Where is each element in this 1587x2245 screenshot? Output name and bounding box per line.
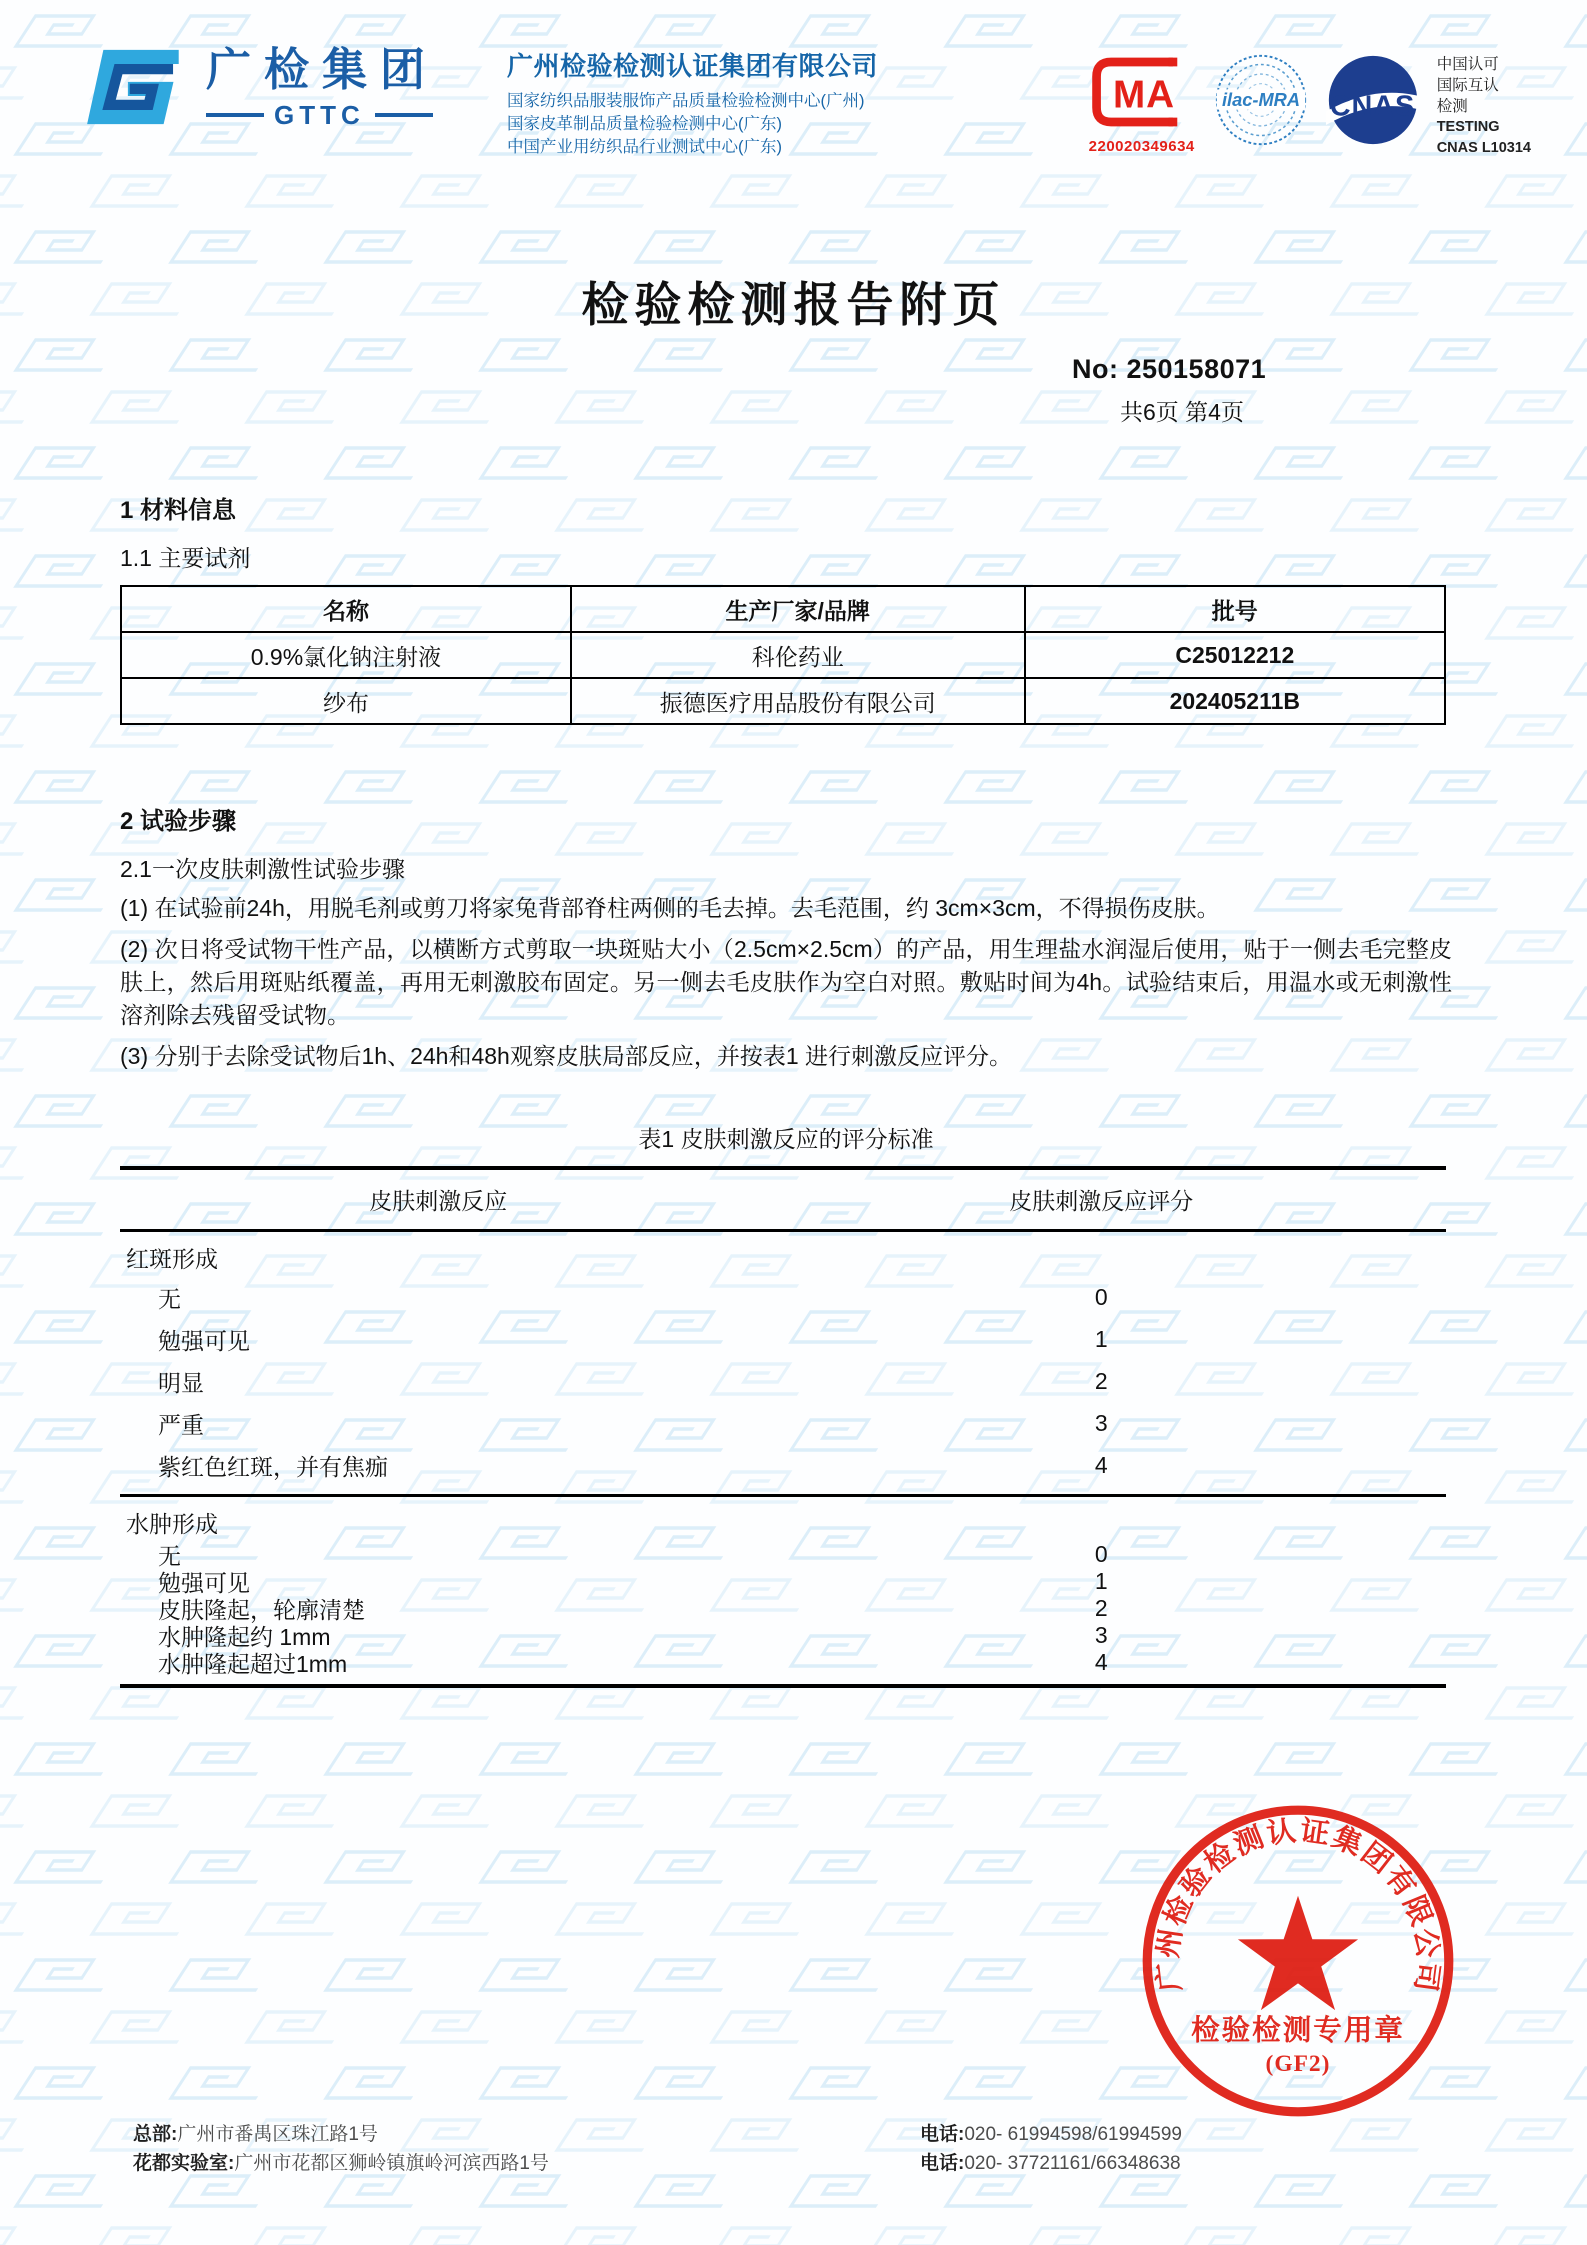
brand-acronym-row bbox=[206, 100, 438, 131]
ilac-mra-letters: ilac-MRA bbox=[1221, 88, 1300, 110]
section1-subheading: 1.1 主要试剂 bbox=[120, 545, 251, 571]
section2-heading: 2 试验步骤 bbox=[120, 808, 237, 835]
cma-letters: MA bbox=[1112, 73, 1175, 117]
reaction-score: 4 bbox=[1094, 1649, 1108, 1675]
company-name: 广州检验检测认证集团有限公司 bbox=[507, 51, 879, 81]
company-block bbox=[507, 42, 987, 159]
table-row bbox=[120, 1318, 1446, 1360]
materials-header-batch: 批号 bbox=[1025, 586, 1445, 632]
acc-line-3: 检测 bbox=[1436, 98, 1468, 115]
scoring-table bbox=[120, 1166, 1446, 1688]
reaction-score: 1 bbox=[1094, 1568, 1108, 1594]
footer-phone-label-lab: 电话: bbox=[920, 2153, 965, 2174]
seal-purpose-text: 检验检测专用章 bbox=[1191, 2015, 1405, 2047]
material-batch: C25012212 bbox=[1025, 632, 1445, 678]
acc-line-2: 国际互认 bbox=[1436, 77, 1499, 94]
footer-value-hq: 广州市番禺区珠江路1号 bbox=[177, 2124, 378, 2145]
seal-star bbox=[1238, 1896, 1358, 2010]
reaction-score: 3 bbox=[1094, 1622, 1108, 1648]
company-subtitle-3: 中国产业用纺织品行业测试中心(广东) bbox=[507, 138, 782, 156]
report-number: No: 250158071 bbox=[1072, 354, 1267, 384]
brand-name: 广检集团 bbox=[206, 43, 439, 95]
table-row bbox=[121, 678, 1445, 724]
footer-address-lab bbox=[133, 2153, 920, 2175]
report-body bbox=[120, 490, 1452, 1688]
footer-label-lab: 花都实验室: bbox=[133, 2153, 235, 2174]
acc-testing-label: TESTING bbox=[1436, 119, 1500, 135]
table-row bbox=[120, 1568, 1446, 1595]
reaction-label: 水肿隆起约 1mm bbox=[158, 1624, 331, 1650]
footer-address-hq bbox=[133, 2124, 920, 2146]
material-batch: 202405211B bbox=[1025, 678, 1445, 724]
page-title: 检验检测报告附页 bbox=[581, 280, 1006, 332]
table-row bbox=[121, 632, 1445, 678]
company-seal bbox=[1135, 1798, 1461, 2124]
reaction-score: 4 bbox=[1094, 1451, 1108, 1478]
table-row bbox=[120, 1276, 1446, 1318]
reaction-label: 无 bbox=[158, 1543, 181, 1569]
reaction-label: 皮肤隆起，轮廓清楚 bbox=[158, 1597, 365, 1623]
scoring-col1-header: 皮肤刺激反应 bbox=[369, 1188, 508, 1214]
table-row bbox=[120, 1595, 1446, 1622]
ilac-mra-icon bbox=[1213, 52, 1309, 148]
dash-right bbox=[375, 113, 433, 117]
reaction-score: 2 bbox=[1094, 1367, 1108, 1394]
table-row bbox=[120, 1622, 1446, 1649]
gttc-logo-icon bbox=[62, 42, 190, 132]
reaction-score: 1 bbox=[1094, 1325, 1108, 1352]
material-manufacturer: 科伦药业 bbox=[571, 632, 1025, 678]
section1-heading: 1 材料信息 bbox=[120, 497, 237, 524]
footer-phone-lab bbox=[920, 2153, 1527, 2175]
material-name: 纱布 bbox=[121, 678, 571, 724]
reaction-label: 明显 bbox=[158, 1369, 204, 1396]
acc-line-1: 中国认可 bbox=[1436, 56, 1499, 73]
gttc-logo-text bbox=[206, 44, 438, 131]
footer-phone-value-hq: 020- 61994598/61994599 bbox=[964, 2124, 1182, 2145]
reaction-score: 0 bbox=[1094, 1283, 1108, 1310]
footer-phone-hq bbox=[920, 2124, 1527, 2146]
section2-subheading: 2.1一次皮肤刺激性试验步骤 bbox=[120, 856, 405, 882]
section-header: 水肿形成 bbox=[126, 1511, 218, 1537]
section-header: 红斑形成 bbox=[126, 1246, 218, 1272]
step-1: (1) 在试验前24h，用脱毛剂或剪刀将家兔背部脊柱两侧的毛去掉。去毛范围，约 3cm×3cm，不得损伤皮肤。 bbox=[120, 895, 1220, 921]
company-subtitle-2: 国家皮革制品质量检验检测中心(广东) bbox=[507, 115, 782, 133]
table-row bbox=[120, 1444, 1446, 1486]
table-row bbox=[120, 1402, 1446, 1444]
step-3: (3) 分别于去除受试物后1h、24h和48h观察皮肤局部反应，并按表1 进行刺激反应评分。 bbox=[120, 1043, 1013, 1069]
materials-header-row bbox=[121, 586, 1445, 632]
company-subtitle-1: 国家纺织品服装服饰产品质量检验检测中心(广州) bbox=[507, 92, 865, 110]
table1-caption: 表1 皮肤刺激反应的评分标准 bbox=[638, 1126, 934, 1152]
seal-ring-text: 广州检验检测认证集团有限公司 bbox=[1153, 1815, 1444, 1995]
gttc-logo-block bbox=[62, 42, 507, 132]
cma-mark-icon bbox=[1084, 52, 1200, 132]
cnas-icon bbox=[1322, 52, 1424, 148]
report-footer bbox=[133, 2124, 1527, 2175]
material-name: 0.9%氯化钠注射液 bbox=[121, 632, 571, 678]
reaction-label: 水肿隆起超过1mm bbox=[158, 1651, 348, 1677]
reaction-label: 勉强可见 bbox=[158, 1570, 250, 1596]
brand-acronym: GTTC bbox=[274, 99, 365, 130]
accreditation-text bbox=[1437, 52, 1531, 159]
reaction-label: 紫红色红斑，并有焦痂 bbox=[158, 1453, 388, 1480]
pagination: 共6页 第4页 bbox=[1120, 399, 1244, 425]
table-row bbox=[120, 1649, 1446, 1676]
scoring-section-edema bbox=[120, 1497, 1446, 1688]
dash-left bbox=[206, 113, 264, 117]
report-header bbox=[62, 42, 1531, 159]
cma-mark-block bbox=[1084, 52, 1200, 155]
footer-phone-value-lab: 020- 37721161/66348638 bbox=[964, 2153, 1181, 2174]
cnas-letters: CNAS bbox=[1329, 90, 1415, 123]
acc-cnas-number: CNAS L10314 bbox=[1436, 140, 1531, 156]
footer-value-lab: 广州市花都区狮岭镇旗岭河滨西路1号 bbox=[234, 2153, 549, 2174]
materials-header-manufacturer: 生产厂家/品牌 bbox=[571, 586, 1025, 632]
materials-table bbox=[120, 585, 1446, 725]
table-row bbox=[120, 1360, 1446, 1402]
reaction-label: 严重 bbox=[158, 1411, 204, 1438]
reaction-label: 无 bbox=[158, 1285, 181, 1312]
material-manufacturer: 振德医疗用品股份有限公司 bbox=[571, 678, 1025, 724]
footer-phone-label-hq: 电话: bbox=[920, 2124, 965, 2145]
reaction-score: 0 bbox=[1094, 1541, 1108, 1567]
materials-header-name: 名称 bbox=[121, 586, 571, 632]
footer-label-hq: 总部: bbox=[133, 2124, 178, 2145]
reaction-label: 勉强可见 bbox=[158, 1327, 250, 1354]
accreditation-marks bbox=[1084, 42, 1531, 159]
scoring-table-header bbox=[120, 1170, 1446, 1232]
step-2: (2) 次日将受试物干性产品，以横断方式剪取一块斑贴大小（2.5cm×2.5cm）的产品，用生理盐水润湿后使用，贴于一侧去毛完整皮肤上，然后用斑贴纸覆盖，再用无刺激胶布固定。另一侧去毛皮肤作为空白对照。敷贴时间为4h。试验结束后，用温水或无刺激性溶剂除去残留受试物。 bbox=[120, 936, 1452, 1028]
scoring-col2-header: 皮肤刺激反应评分 bbox=[1009, 1188, 1194, 1214]
table-row bbox=[120, 1541, 1446, 1568]
reaction-score: 2 bbox=[1094, 1595, 1108, 1621]
cma-number: 220020349634 bbox=[1088, 138, 1195, 155]
seal-code-text: (GF2) bbox=[1265, 2051, 1331, 2078]
reaction-score: 3 bbox=[1094, 1409, 1108, 1436]
scoring-section-erythema bbox=[120, 1232, 1446, 1497]
